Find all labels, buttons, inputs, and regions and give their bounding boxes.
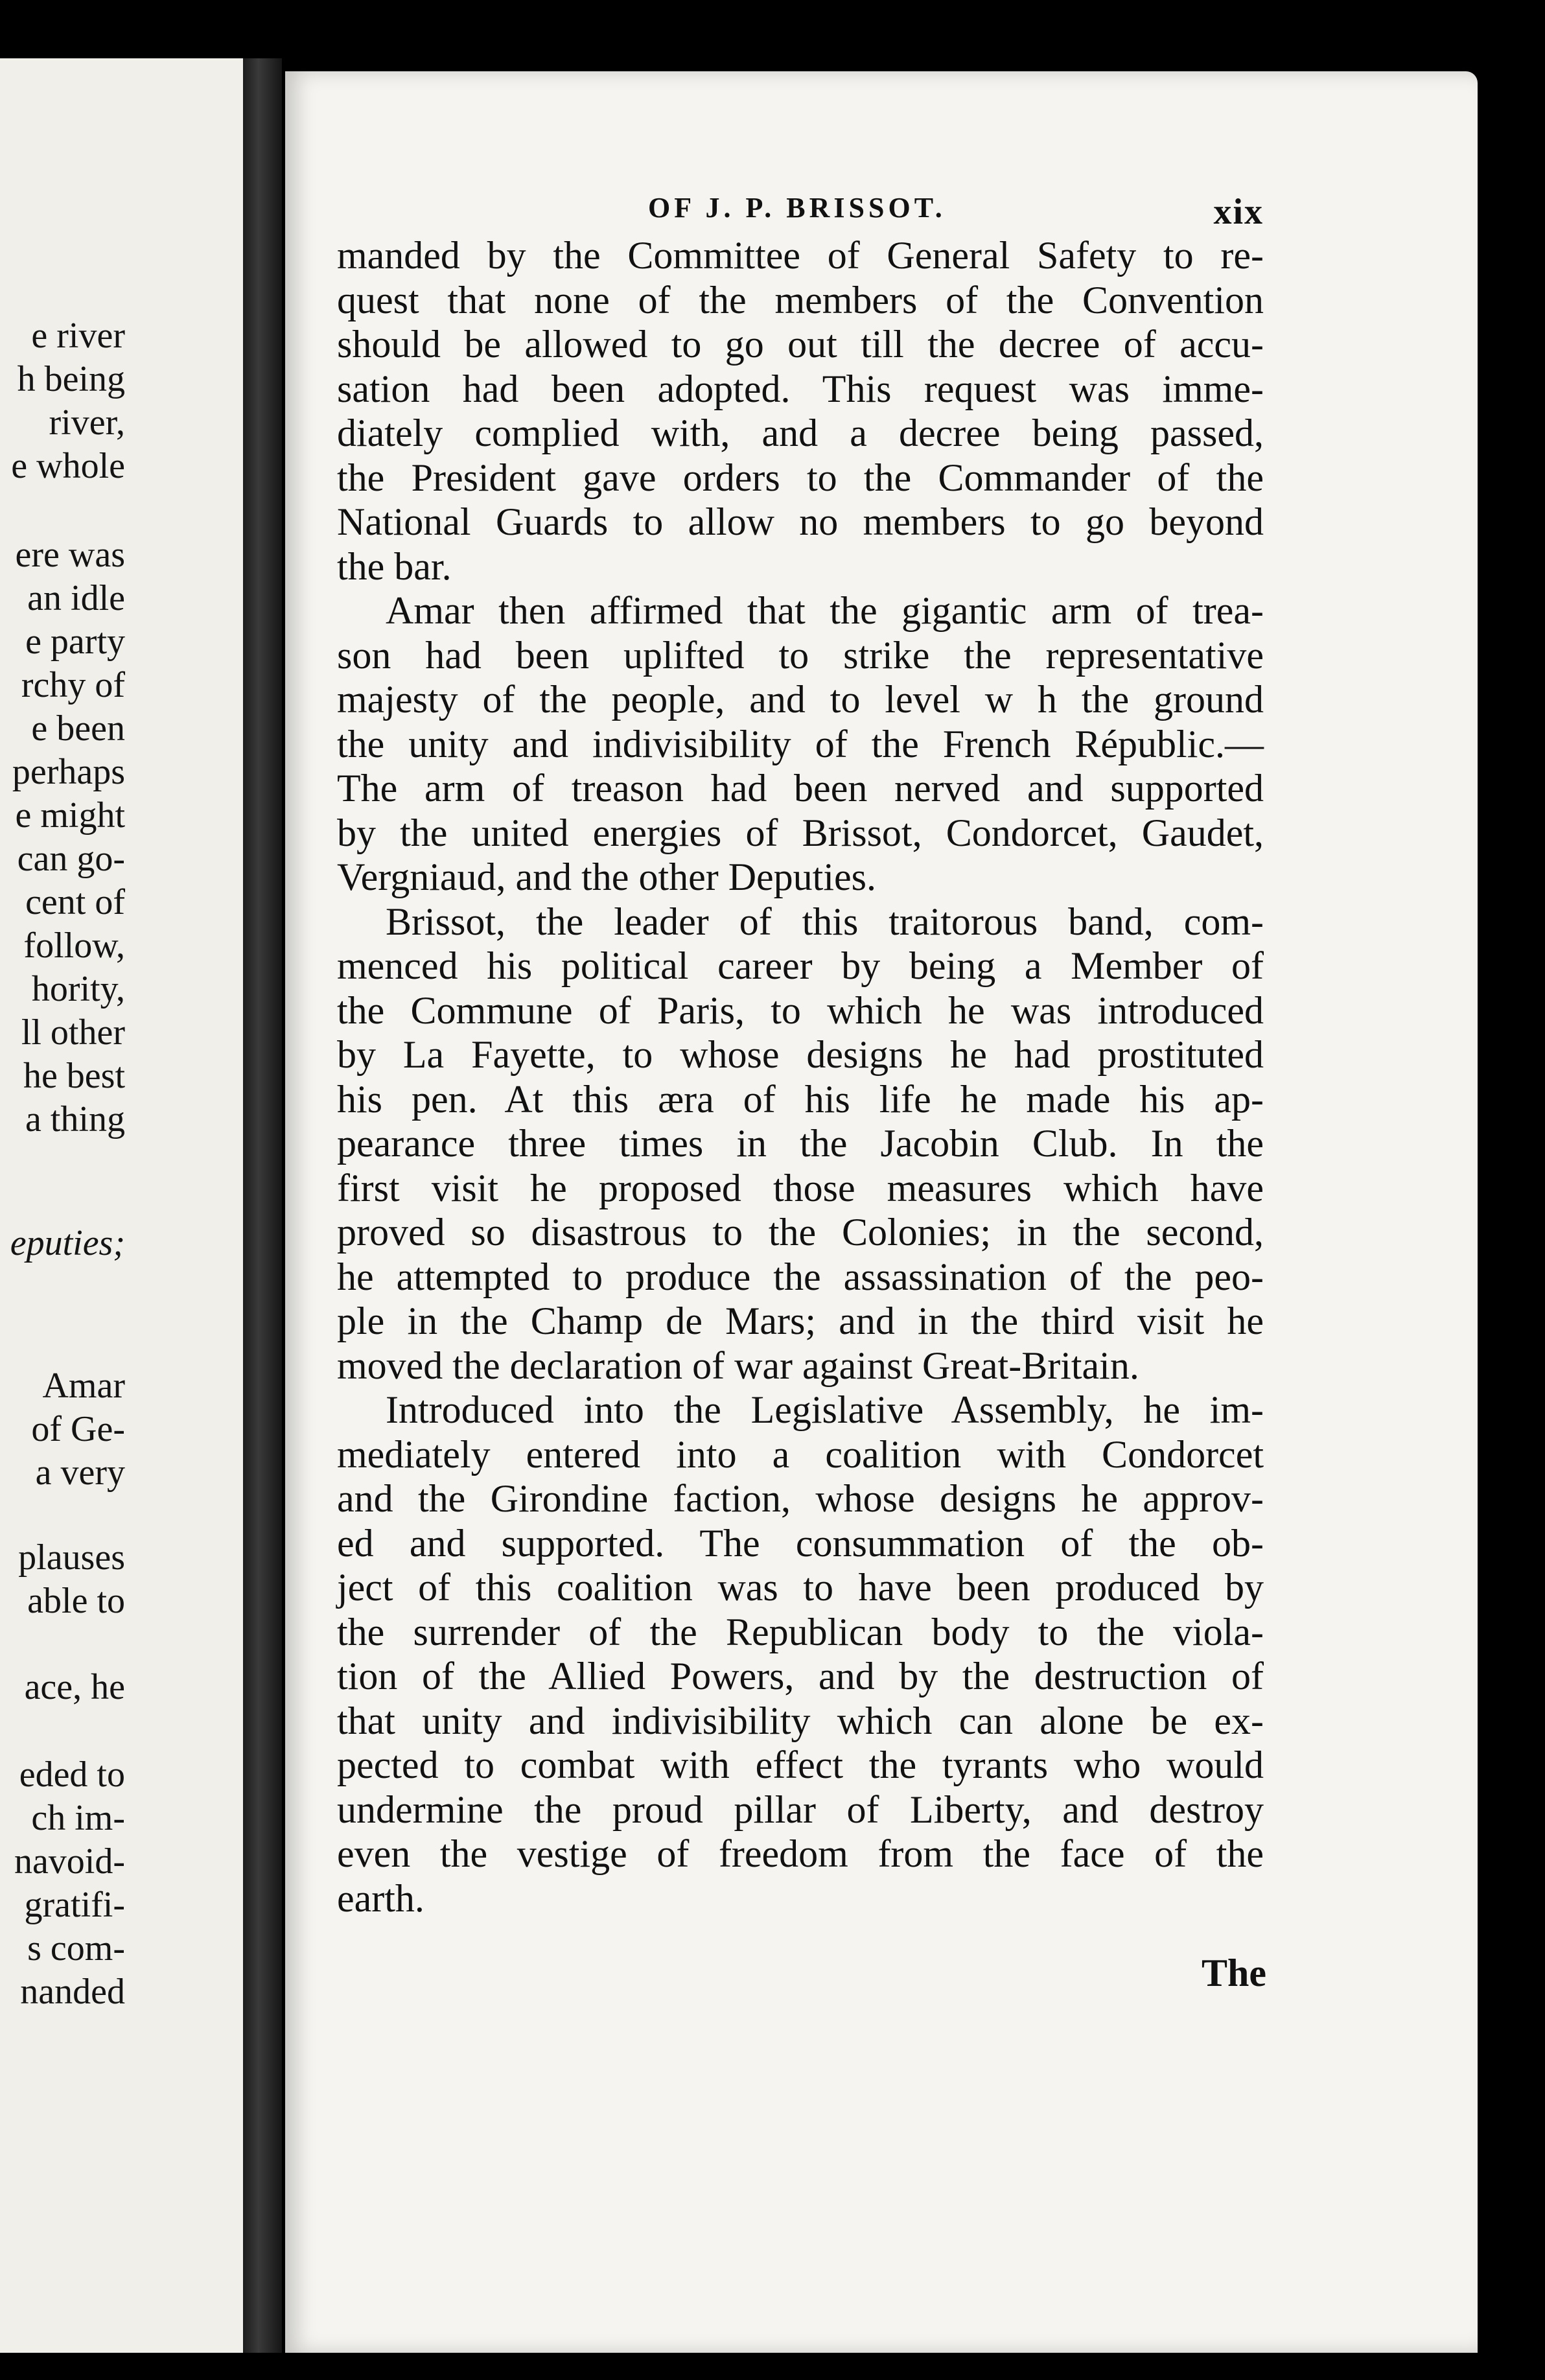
page-number: xix (1213, 192, 1264, 232)
text-line: majesty of the people, and to level w h the ground (337, 678, 1264, 721)
text-line: his pen. At this æra of his life he made his ap- (337, 1077, 1264, 1121)
text-line: quest that none of the members of the Convention (337, 278, 1264, 321)
text-line: that unity and indivisibility which can alone be ex- (337, 1699, 1264, 1742)
text-line: by La Fayette, to whose designs he had prostituted (337, 1033, 1264, 1076)
text-line: he attempted to produce the assassination of the peo- (337, 1255, 1264, 1298)
left-page-text-fragment: navoid- (14, 1841, 125, 1882)
left-page-text-fragment: perhaps (12, 752, 125, 792)
left-page-text-fragment: an idle (27, 578, 125, 618)
left-page-text-fragment: ace, he (24, 1667, 125, 1707)
text-line: The arm of treason had been nerved and supported (337, 767, 1264, 810)
left-page-text-fragment: follow, (23, 926, 125, 966)
left-page-text-fragment: eputies; (10, 1223, 125, 1263)
text-line: National Guards to allow no members to go beyond (337, 500, 1264, 543)
text-line: the surrender of the Republican body to the viola- (337, 1610, 1264, 1653)
left-page-text-fragment: h being (17, 359, 125, 399)
left-page-text-fragment: a very (35, 1452, 125, 1493)
text-line: sation had been adopted. This request was imme- (337, 367, 1264, 410)
text-line: even the vestige of freedom from the face of the (337, 1832, 1264, 1875)
left-page-text-fragment: e might (15, 795, 125, 835)
text-line: ed and supported. The consummation of the ob- (337, 1521, 1264, 1565)
left-page-text-fragment: nanded (20, 1972, 125, 2012)
text-line: Amar then affirmed that the gigantic arm of trea- (386, 589, 1264, 632)
text-line: pearance three times in the Jacobin Club. In the (337, 1122, 1264, 1165)
text-line: ject of this coalition was to have been produced by (337, 1566, 1264, 1609)
text-line: the Commune of Paris, to which he was introduced (337, 988, 1264, 1032)
text-line: the unity and indivisibility of the French Républic.— (337, 722, 1264, 765)
left-page-text-fragment: ch im- (31, 1798, 125, 1838)
left-page-text-fragment: ere was (15, 535, 125, 575)
text-line: undermine the proud pillar of Liberty, and destroy (337, 1788, 1264, 1831)
left-page-text-fragment: he best (23, 1056, 125, 1096)
text-line: by the united energies of Brissot, Condorcet, Gaudet, (337, 811, 1264, 854)
left-page-text-fragment: e whole (11, 446, 125, 486)
left-page-text-fragment: rchy of (21, 665, 125, 705)
left-page-text-fragment: a thing (25, 1099, 125, 1139)
left-page-text-fragment: ll other (21, 1012, 125, 1053)
text-line: pected to combat with effect the tyrants who would (337, 1744, 1264, 1786)
left-page-text-fragment: plauses (18, 1537, 125, 1578)
left-page-text-fragment: gratifi- (24, 1885, 125, 1925)
text-line: Vergniaud, and the other Deputies. (337, 856, 877, 898)
left-page-text-fragment: hority, (31, 969, 125, 1009)
text-line: proved so disastrous to the Colonies; in the second, (337, 1211, 1264, 1254)
text-line: the President gave orders to the Commander of the (337, 456, 1264, 499)
text-line: manded by the Committee of General Safety to re- (337, 234, 1264, 277)
running-title: OF J. P. BRISSOT. (648, 192, 946, 224)
text-line: should be allowed to go out till the decree of accu- (337, 323, 1264, 366)
left-page-text-fragment: eded to (19, 1755, 125, 1795)
body-text (337, 233, 1264, 1920)
text-line: ple in the Champ de Mars; and in the third visit he (337, 1300, 1264, 1342)
running-head (350, 191, 1264, 230)
text-line: menced his political career by being a Member of (337, 944, 1264, 987)
left-page-text-fragment: cent of (25, 882, 125, 922)
text-line: son had been uplifted to strike the representative (337, 633, 1264, 677)
text-line: the bar. (337, 544, 452, 588)
book-gutter (243, 58, 282, 2353)
text-line: tion of the Allied Powers, and by the destruction of (337, 1655, 1264, 1698)
previous-page-fragment (0, 58, 243, 2353)
left-page-text-fragment: s com- (27, 1928, 125, 1968)
left-page-text-fragment: e party (25, 622, 125, 662)
left-page-text-fragment: e river (31, 316, 125, 356)
left-page-text-fragment: Amar (42, 1366, 125, 1406)
text-line: Introduced into the Legislative Assembly, he im- (386, 1388, 1264, 1431)
left-page-text-fragment: can go- (17, 839, 125, 879)
catchword: The (1201, 1952, 1266, 1994)
text-line: and the Girondine faction, whose designs he approv- (337, 1477, 1264, 1520)
text-line: first visit he proposed those measures which have (337, 1166, 1264, 1209)
left-page-text-fragment: able to (27, 1581, 125, 1621)
text-line: Brissot, the leader of this traitorous band, com- (386, 900, 1264, 943)
left-page-text-fragment: of Ge- (31, 1409, 125, 1449)
left-page-text-fragment: e been (31, 708, 125, 749)
text-line: diately complied with, and a decree being passed, (337, 412, 1264, 454)
text-line: mediately entered into a coalition with Condorcet (337, 1432, 1264, 1476)
text-line: earth. (337, 1876, 424, 1920)
left-page-text-fragment: river, (49, 402, 125, 443)
text-line: moved the declaration of war against Great-Britain. (337, 1344, 1139, 1387)
